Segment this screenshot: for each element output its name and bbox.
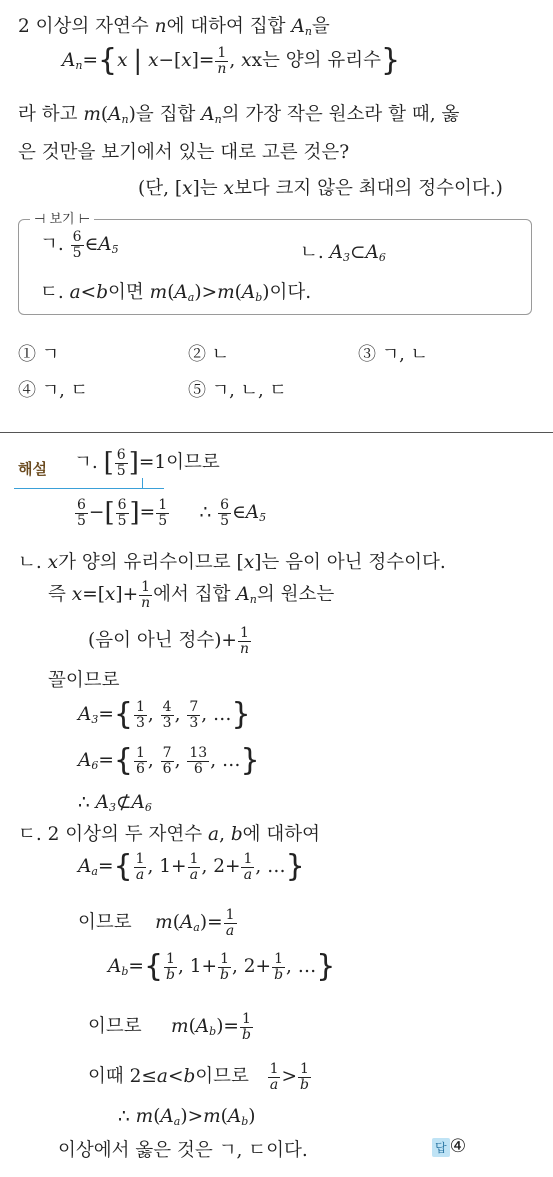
option-3[interactable]: ③ ㄱ, ㄴ (358, 344, 428, 365)
sol-d-imeuro2: 이므로 $m(A_b)=$ $\frac{1}{b}$ (88, 1011, 251, 1043)
sol-g-line2: $\frac{6}{5}$ −[ $\frac{6}{5}$ ]= $\frac{1}{5}$ ∴ $\frac{6}{5}$ $\in A_5$ (77, 497, 267, 529)
sol-n-line3: (음이 아닌 정수)+ $\frac{1}{n}$ (88, 625, 249, 657)
option-1[interactable]: ① ㄱ (18, 344, 60, 365)
problem-line-5: (단, [x]는 x보다 크지 않은 최대의 정수이다.) (138, 178, 503, 199)
sol-n-line2: 즉 x=[x]+ $\frac{1}{n}$ 에서 집합 $A_n$의 원소는 (48, 579, 335, 611)
answer-badge: 답 (432, 1138, 450, 1157)
sol-n-line4: 꼴이므로 (48, 670, 120, 691)
sol-aa: $A_a=${ $\frac{1}{a}$ , 1+ $\frac{1}{a}$ , 2+ $\frac{1}{a}$ , …} (78, 849, 305, 885)
bogi-item-d: ㄷ. a<b이면 $m(A_a)>m(A_b)$이다. (40, 282, 312, 304)
solution-label: 해설 (18, 460, 47, 478)
bogi-item-n: ㄴ. $A_3\subset A_6$ (300, 242, 386, 264)
problem-line-1: 2 이상의 자연수 n에 대하여 집합 $A_n$을 (18, 16, 330, 38)
sol-a6: $A_6=${ $\frac{1}{6}$ , $\frac{7}{6}$ , $\frac{13}{6}$ , …} (78, 743, 260, 779)
option-5[interactable]: ⑤ ㄱ, ㄴ, ㄷ (188, 380, 287, 401)
sol-n-line1: ㄴ. x가 양의 유리수이므로 [x]는 음이 아닌 정수이다. (18, 552, 446, 573)
section-divider (0, 432, 553, 433)
bogi-item-g: ㄱ. $\frac{6}{5}$ $\in A_5$ (40, 229, 119, 261)
sol-g-line1: ㄱ. [ $\frac{6}{5}$ ]=1이므로 (74, 447, 220, 479)
sol-final: 이상에서 옳은 것은 ㄱ, ㄷ이다. (58, 1140, 308, 1161)
set-definition: $A_n=\{x$ | x−[x]= $\frac{1}{n}$ , xx는 양의 유리수} (62, 43, 401, 79)
sol-d-conclusion: ∴ $m(A_a)>m(A_b)$ (118, 1106, 256, 1128)
sol-d-when: 이때 2≤a<b이므로 $\frac{1}{a}$ > $\frac{1}{b}$ (88, 1061, 309, 1093)
problem-line-3: 라 하고 $m(A_n)$을 집합 $A_n$의 가장 작은 원소라 할 때, 옳 (18, 104, 460, 126)
bogi-title: ⊣ 보기 ⊢ (30, 208, 94, 227)
sol-n-conclusion: ∴ $A_3⊄A_6$ (78, 792, 152, 814)
answer: 답 ④ (432, 1136, 466, 1157)
sol-a3: $A_3=${ $\frac{1}{3}$ , $\frac{4}{3}$ , $\frac{7}{3}$ , …} (78, 697, 251, 733)
option-4[interactable]: ④ ㄱ, ㄷ (18, 380, 88, 401)
sol-ab: $A_b=${ $\frac{1}{b}$ , 1+ $\frac{1}{b}$ , 2+ $\frac{1}{b}$ , …} (108, 949, 336, 985)
sol-d-imeuro: 이므로 $m(A_a)=$ $\frac{1}{a}$ (78, 907, 235, 939)
problem-line-4: 은 것만을 보기에서 있는 대로 고른 것은? (18, 142, 350, 163)
option-2[interactable]: ② ㄴ (188, 344, 230, 365)
solution-tick (142, 478, 143, 489)
sol-d-line1: ㄷ. 2 이상의 두 자연수 a, b에 대하여 (18, 824, 321, 845)
